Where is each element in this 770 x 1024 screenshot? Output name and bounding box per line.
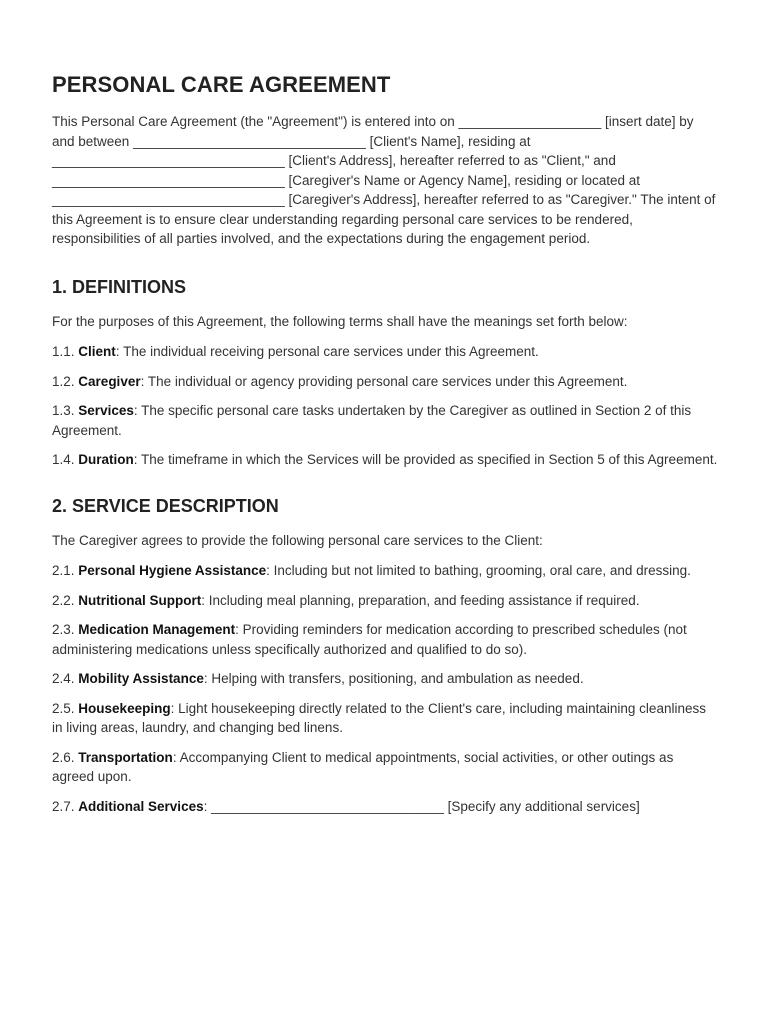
definition-item <box>52 372 718 392</box>
item-term: Client <box>78 344 116 359</box>
item-text: : Helping with transfers, positioning, and ambulation as needed. <box>203 671 584 686</box>
service-item <box>52 669 718 689</box>
item-term: Personal Hygiene Assistance <box>78 563 267 578</box>
service-item <box>52 699 718 738</box>
item-number: 2.1. <box>52 563 75 578</box>
item-number: 1.2. <box>52 373 75 389</box>
services-lead: The Caregiver agrees to provide the following personal care services to the Client: <box>52 532 543 548</box>
item-term: Nutritional Support <box>78 592 202 608</box>
document-title: PERSONAL CARE AGREEMENT <box>52 72 391 97</box>
item-text: : Including but not limited to bathing, grooming, oral care, and dressing. <box>266 563 691 578</box>
service-item <box>52 620 718 659</box>
item-text: : The individual receiving personal care services under this Agreement. <box>115 344 539 359</box>
section-heading-definitions: 1. DEFINITIONS <box>52 276 187 297</box>
service-item <box>52 797 718 817</box>
item-text: : Providing reminders for medication according to prescribed schedules (not administering medications unless specifically authorized and qualified to do so). <box>52 622 687 657</box>
item-number: 2.7. <box>52 798 75 814</box>
item-text: : Including meal planning, preparation, and feeding assistance if required. <box>201 592 640 608</box>
item-number: 1.4. <box>52 452 75 467</box>
item-number: 2.2. <box>52 592 75 608</box>
definition-item <box>52 342 718 362</box>
item-text: : The timeframe in which the Services will be provided as specified in Section 5 of this Agreement. <box>133 452 718 467</box>
item-text: : The individual or agency providing personal care services under this Agreement. <box>140 373 628 389</box>
item-term: Transportation <box>78 749 173 765</box>
service-item <box>52 561 718 581</box>
item-term: Additional Services <box>78 798 204 814</box>
item-number: 2.6. <box>52 749 75 765</box>
item-number: 2.4. <box>52 671 75 686</box>
service-item <box>52 748 718 787</box>
item-term: Caregiver <box>78 373 141 389</box>
service-item <box>52 591 718 611</box>
item-text: : Light housekeeping directly related to the Client's care, including maintaining cleanliness in living areas, laundry, and changing bed linens. <box>52 700 706 735</box>
item-text: : _______________________________ [Specify any additional services] <box>203 798 640 814</box>
item-term: Medication Management <box>78 622 236 637</box>
item-number: 1.1. <box>52 344 75 359</box>
item-term: Duration <box>78 452 134 467</box>
definitions-lead: For the purposes of this Agreement, the following terms shall have the meanings set forth below: <box>52 313 628 329</box>
item-term: Services <box>78 403 134 418</box>
item-text: : The specific personal care tasks undertaken by the Caregiver as outlined in Section 2 of this Agreement. <box>52 403 692 438</box>
item-number: 2.3. <box>52 622 75 637</box>
section-heading-services: 2. SERVICE DESCRIPTION <box>52 495 279 516</box>
item-number: 2.5. <box>52 700 75 716</box>
item-term: Housekeeping <box>78 700 171 716</box>
item-number: 1.3. <box>52 403 75 418</box>
item-text: : Accompanying Client to medical appointments, social activities, or other outings as agreed upon. <box>52 749 674 784</box>
item-term: Mobility Assistance <box>78 671 204 686</box>
intro-paragraph: This Personal Care Agreement (the "Agreement") is entered into on ___________________ [insert date] by and between _______________________________ [Client's Name], residing at _______________________________ [Client's Address], hereafter referred to as "Client," and _______________________________ [Caregiver's Name or Agency Name], residing or located at _______________________________ [Caregiver's Address], hereafter referred to as "Caregiver." The intent of this Agreement is to ensure clear understanding regarding personal care services to be rendered, responsibilities of all parties involved, and the expectations during the engagement period. <box>52 114 716 246</box>
definition-item <box>52 401 718 440</box>
definition-item <box>52 450 718 470</box>
